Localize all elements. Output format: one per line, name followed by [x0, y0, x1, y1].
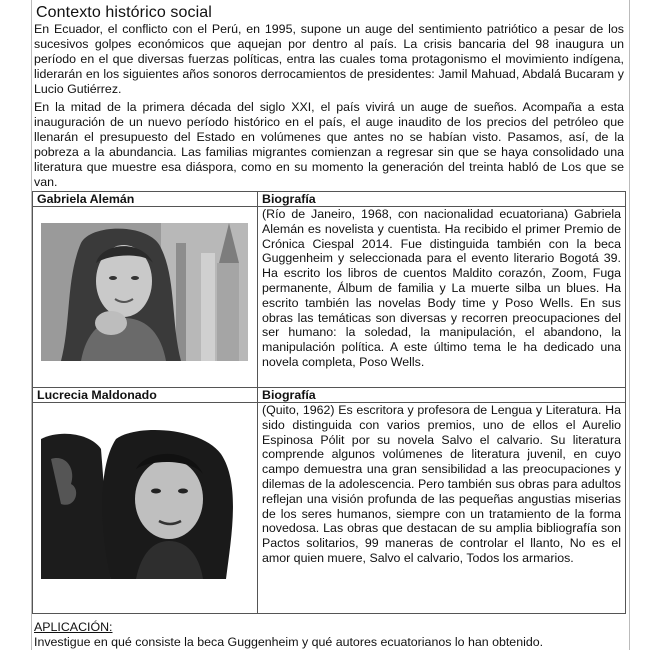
portrait-gabriela: [41, 223, 248, 361]
application-heading: APLICACIÓN:: [34, 620, 113, 634]
bio-header: Biografía: [258, 192, 626, 207]
context-paragraph-1: En Ecuador, el conflicto con el Perú, en 1995, supone un auge del sentimiento patriótico a pesar de los sucesivos golpes económicos que aquejan por dentro al país. La crisis bancaria del 98 inaugura un período en el que diversas fuerzas políticas, entra las cuales toma protagonismo el movimiento indígena, liderarán en los siguientes años sonoros derrocamientos de presidentes: Jamil Mahuad, Abdalá Bucaram y Lucio Gutiérrez.: [34, 22, 624, 96]
table-row: [33, 403, 626, 614]
application-text: Investigue en qué consiste la beca Guggenheim y qué autores ecuatorianos lo han obtenido.: [34, 635, 544, 649]
context-paragraph-2: En la mitad de la primera década del siglo XXI, el país vivirá un auge de sueños. Acompaña a esta inauguración de un nuevo período histórico en el país, el auge inaudito de los precios del petróleo que llenarán el presupuesto del Estado en volúmenes que antes no se habían visto. Pasamos, así, de la pobreza a la abundancia. Las familias migrantes comienzan a regresar sin que se haya consolidado una literatura que muestre esa diáspora, como en su momento la generación del treinta habló de Los que se van.: [34, 100, 624, 189]
bio-lucrecia: (Quito, 1962) Es escritora y profesora de Lengua y Literatura. Ha sido distinguida con varios premios, uno de ellos el Aurelio Espinosa Pólit por su novela Salvo el calvario. Su literatura comprende algunos volúmenes de literatura juvenil, en cuyo campo demuestra una gran sensibilidad a las preocupaciones y dilemas de la adolescencia. Pero también sus obras para adultos reflejan una visión profunda de las pequeñas angustias miserias de los seres humanos, siempre con un tratamiento de la forma novedosa. Las obras que destacan de su amplia bibliografía son Pactos solitarios, 99 maneras de controlar el llanto, No es el amor quien muere, Salvo el calvario, Todos los armarios.: [258, 403, 626, 614]
portrait-lucrecia: [41, 429, 248, 579]
authors-table: [32, 191, 626, 614]
author-name-lucrecia: Lucrecia Maldonado: [33, 388, 258, 403]
photo-cell: [33, 403, 258, 614]
author-photo-lucrecia: [41, 429, 248, 579]
table-row: [33, 388, 626, 403]
photo-cell: [33, 207, 258, 388]
table-row: [33, 207, 626, 388]
bio-header: Biografía: [258, 388, 626, 403]
table-row: [33, 192, 626, 207]
author-name-gabriela: Gabriela Alemán: [33, 192, 258, 207]
bio-gabriela: (Río de Janeiro, 1968, con nacionalidad ecuatoriana) Gabriela Alemán es novelista y cuentista. Ha recibido el primer Premio de Crónica Ciespal 2014. Fue distinguida también con la beca Guggenheim y seleccionada para el evento literario Bogotá 39. Ha escrito los libros de cuentos Maldito corazón, Zoom, Fuga permanente, Álbum de familia y La muerte silba un blues. Ha escrito también las novelas Body time y Poso Wells. En sus obras las temáticas son diversas y recorren preocupaciones del ser humano: la soledad, la manipulación, el abandono, la manipulación política. A este último tema le ha dedicado una novela completa, Poso Wells.: [258, 207, 626, 388]
author-photo-gabriela: [41, 223, 248, 361]
section-title: Contexto histórico social: [36, 4, 212, 21]
